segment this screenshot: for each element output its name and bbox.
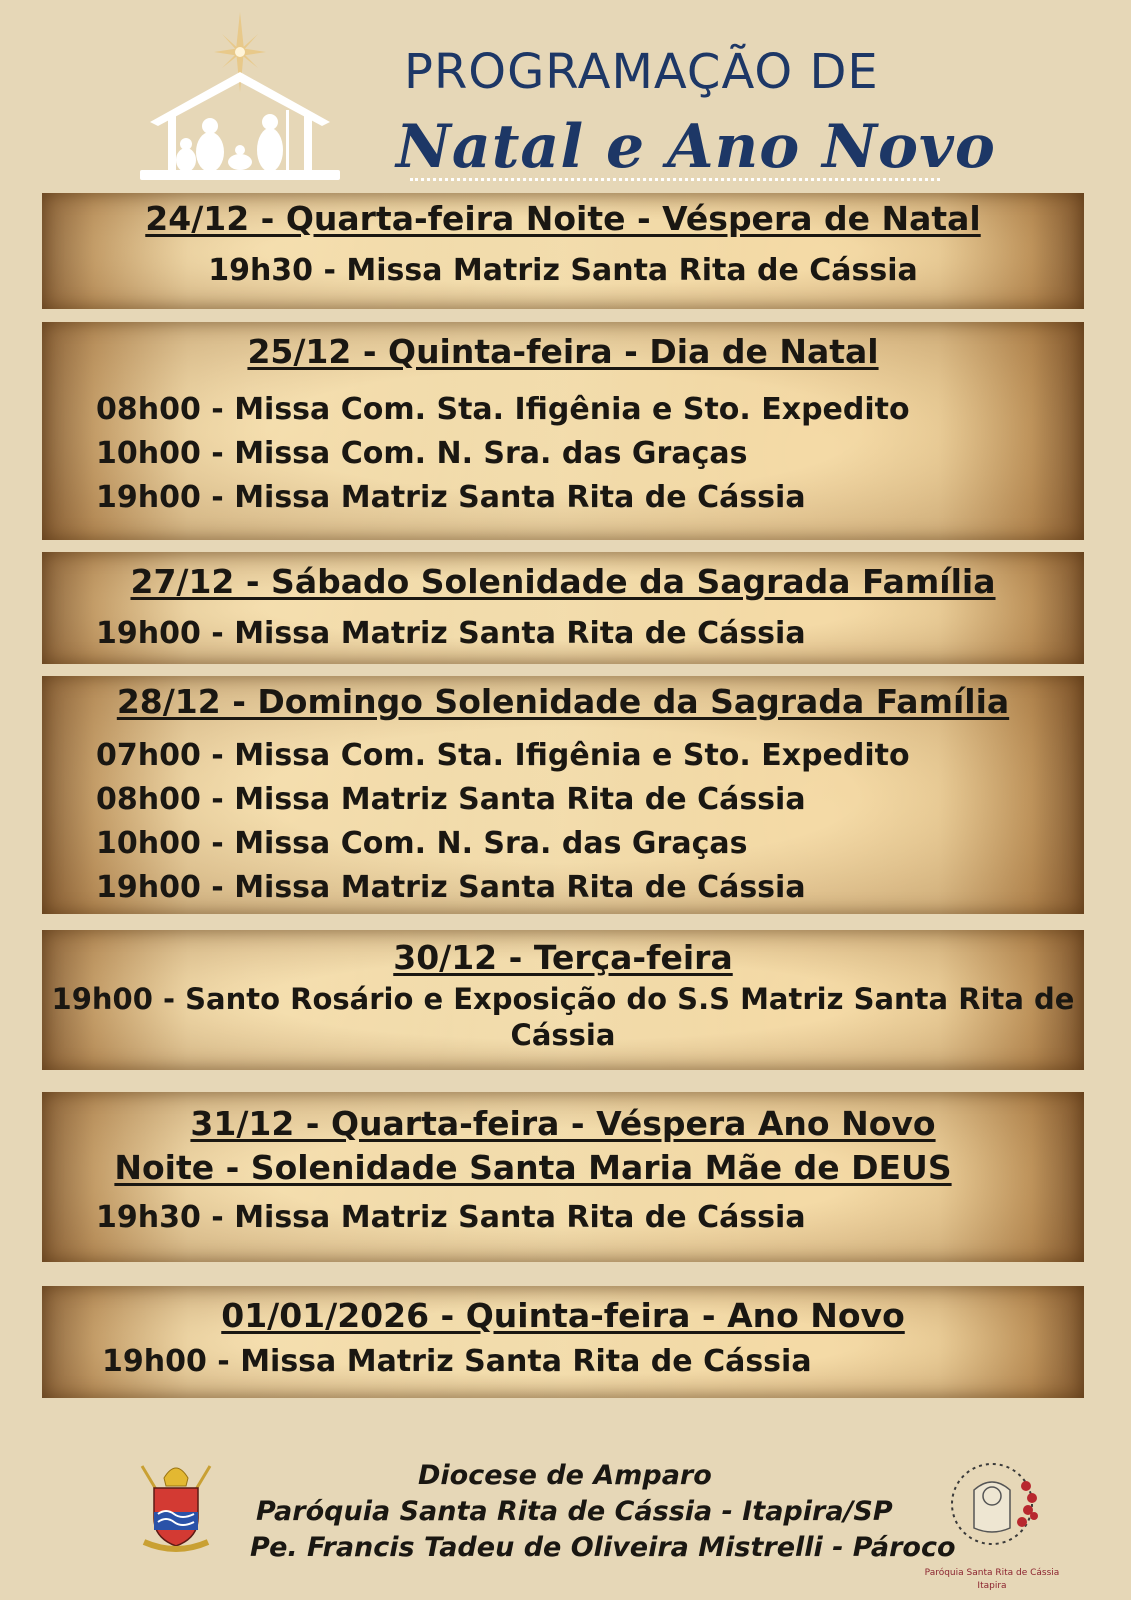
mass-time-line: 08h00 - Missa Matriz Santa Rita de Cássia: [96, 782, 806, 817]
footer-parish: Paróquia Santa Rita de Cássia - Itapira/SP: [256, 1496, 893, 1527]
title-divider: [410, 178, 940, 181]
mass-time-line: 10h00 - Missa Com. N. Sra. das Graças: [96, 436, 748, 471]
panel-title: 01/01/2026 - Quinta-feira - Ano Novo: [221, 1296, 905, 1335]
schedule-panel-2812: [42, 676, 1084, 914]
mass-time-line: 10h00 - Missa Com. N. Sra. das Graças: [96, 826, 748, 861]
mass-time-line: Cássia: [510, 1018, 616, 1052]
schedule-panel-2512: [42, 322, 1084, 540]
mass-time-line: 19h30 - Missa Matriz Santa Rita de Cássia: [208, 253, 918, 288]
mass-time-line: 19h00 - Missa Matriz Santa Rita de Cássia: [96, 870, 806, 905]
schedule-panel-0101: [42, 1286, 1084, 1398]
footer-diocese: Diocese de Amparo: [418, 1460, 712, 1491]
mass-time-line: 19h30 - Missa Matriz Santa Rita de Cássia: [96, 1200, 806, 1235]
mass-time-line: 19h00 - Missa Matriz Santa Rita de Cássia: [96, 480, 806, 515]
panel-title: 30/12 - Terça-feira: [393, 938, 733, 977]
diocese-crest-icon: [136, 1456, 216, 1556]
nativity-scene-icon: [140, 12, 350, 184]
parish-logo-caption: Paróquia Santa Rita de Cássia: [924, 1568, 1060, 1578]
panel-title: 28/12 - Domingo Solenidade da Sagrada Família: [116, 682, 1010, 721]
mass-time-line: 08h00 - Missa Com. Sta. Ifigênia e Sto. Expedito: [96, 392, 910, 427]
footer-priest: Pe. Francis Tadeu de Oliveira Mistrelli - Pároco: [250, 1532, 956, 1563]
schedule-panel-2712: [42, 552, 1084, 664]
parish-logo-caption-city: Itapira: [977, 1581, 1007, 1591]
schedule-panel-2412: [42, 193, 1084, 309]
panel-title: 31/12 - Quarta-feira - Véspera Ano Novo: [190, 1104, 936, 1143]
panel-title: 25/12 - Quinta-feira - Dia de Natal: [247, 332, 879, 371]
schedule-panel-3012: [42, 930, 1084, 1070]
mass-time-line: 07h00 - Missa Com. Sta. Ifigênia e Sto. Expedito: [96, 738, 910, 773]
schedule-panel-3112: [42, 1092, 1084, 1262]
mass-time-line: 19h00 - Missa Matriz Santa Rita de Cássia: [96, 616, 806, 651]
mass-time-line: 19h00 - Santo Rosário e Exposição do S.S Matriz Santa Rita de: [51, 982, 1075, 1016]
parish-logo-icon: [930, 1456, 1054, 1566]
page-subtitle: Natal e Ano Novo: [396, 112, 996, 182]
mass-time-line: 19h00 - Missa Matriz Santa Rita de Cássia: [102, 1344, 812, 1379]
panel-title: 24/12 - Quarta-feira Noite - Véspera de Natal: [145, 199, 981, 238]
panel-title: 27/12 - Sábado Solenidade da Sagrada Família: [130, 562, 996, 601]
header: [0, 0, 1131, 190]
panel-subtitle: Noite - Solenidade Santa Maria Mãe de DEUS: [114, 1148, 952, 1187]
page-title: PROGRAMAÇÃO DE: [404, 44, 879, 100]
